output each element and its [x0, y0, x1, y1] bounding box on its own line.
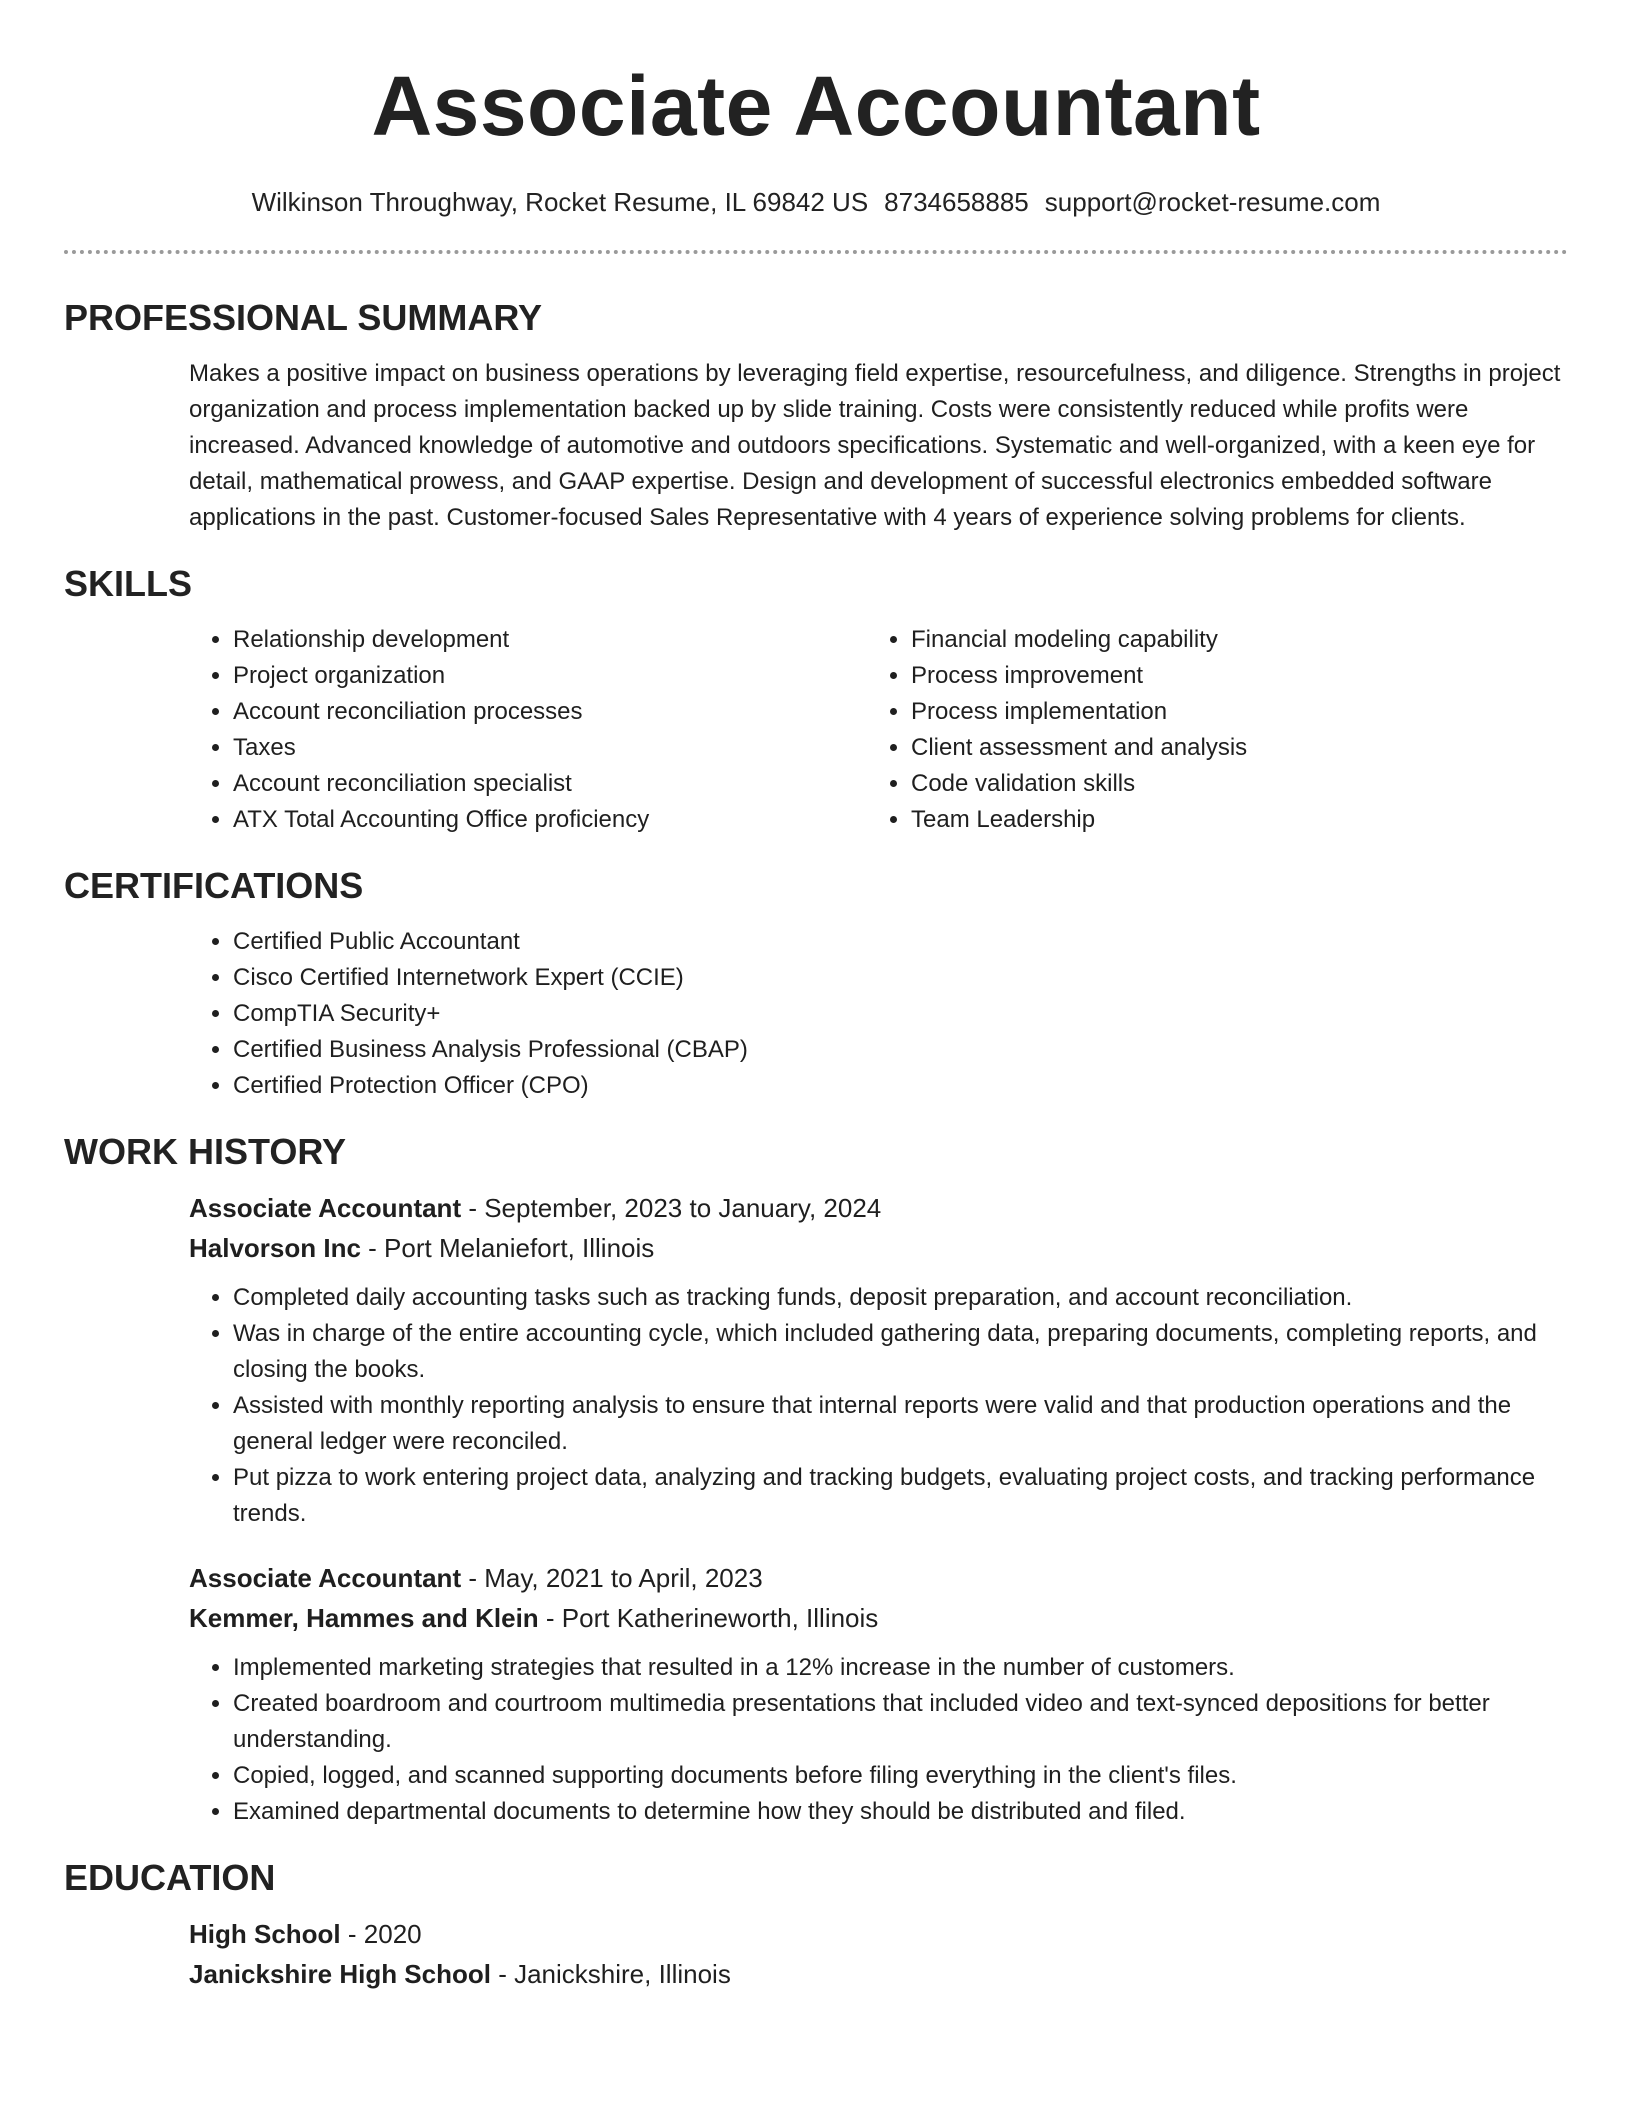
job-bullet: • Implemented marketing strategies that resulted in a 12% increase in the number of customers. [233, 1650, 1568, 1686]
skill-item: • Account reconciliation processes [233, 694, 867, 730]
skills-column-right [867, 622, 1545, 838]
education-location: - Janickshire, Illinois [490, 1959, 731, 1989]
skill-item: • Relationship development [233, 622, 867, 658]
skill-item: • ATX Total Accounting Office proficiency [233, 802, 867, 838]
certifications-section [189, 924, 1568, 1104]
summary-section [189, 356, 1568, 536]
certification-item: • Cisco Certified Internetwork Expert (CCIE) [233, 960, 1568, 996]
job-bullet: • Completed daily accounting tasks such as tracking funds, deposit preparation, and account reconciliation. [233, 1280, 1568, 1316]
skill-item: • Taxes [233, 730, 867, 766]
contact-email: support@rocket-resume.com [1044, 187, 1381, 217]
certifications-heading: CERTIFICATIONS [64, 865, 364, 906]
job-bullet: • Copied, logged, and scanned supporting documents before filing everything in the client's files. [233, 1758, 1568, 1794]
job-bullet: • Was in charge of the entire accounting cycle, which included gathering data, preparing documents, completing reports, and closing the books. [233, 1316, 1568, 1388]
job-company-line [189, 1598, 1568, 1638]
certification-item: • Certified Public Accountant [233, 924, 1568, 960]
education-school: Janickshire High School [189, 1959, 491, 1989]
job-company: Halvorson Inc [189, 1233, 361, 1263]
skill-item: • Process improvement [911, 658, 1545, 694]
skill-item: • Project organization [233, 658, 867, 694]
job-dates: - September, 2023 to January, 2024 [461, 1193, 882, 1223]
education-degree: High School [189, 1919, 341, 1949]
certification-item: • Certified Business Analysis Professional (CBAP) [233, 1032, 1568, 1068]
job-bullet: • Examined departmental documents to determine how they should be distributed and filed. [233, 1794, 1568, 1830]
contact-line [64, 184, 1568, 220]
summary-text: Makes a positive impact on business operations by leveraging field expertise, resourcefulness, and diligence. Strengths in project organization and process implementation backed up by slide training. Costs were consistently reduced while profits were increased. Advanced knowledge of automotive and outdoors specifications. Systematic and well-organized, with a keen eye for detail, mathematical prowess, and GAAP expertise. Design and development of successful electronics embedded software applications in the past. Customer-focused Sales Representative with 4 years of experience solving problems for clients. [189, 360, 1561, 531]
skills-section [189, 622, 1568, 838]
skill-item: • Team Leadership [911, 802, 1545, 838]
job-entry [189, 1558, 1568, 1830]
education-heading: EDUCATION [64, 1857, 276, 1898]
work-history-section [189, 1188, 1568, 1830]
certification-item: • CompTIA Security+ [233, 996, 1568, 1032]
skill-item: • Process implementation [911, 694, 1545, 730]
job-location: - Port Melaniefort, Illinois [360, 1233, 655, 1263]
job-dates: - May, 2021 to April, 2023 [461, 1563, 763, 1593]
skill-item: • Client assessment and analysis [911, 730, 1545, 766]
job-title-line [189, 1188, 1568, 1228]
job-location: - Port Katherineworth, Illinois [538, 1603, 879, 1633]
education-school-line [189, 1954, 1568, 1994]
education-year: - 2020 [340, 1919, 422, 1949]
skills-column-left [189, 622, 867, 838]
contact-phone: 8734658885 [884, 187, 1029, 217]
job-bullet: • Created boardroom and courtroom multimedia presentations that included video and text-synced depositions for better understanding. [233, 1686, 1568, 1758]
job-bullet: • Put pizza to work entering project data, analyzing and tracking budgets, evaluating project costs, and tracking performance trends. [233, 1460, 1568, 1532]
skill-item: • Account reconciliation specialist [233, 766, 867, 802]
job-title: Associate Accountant [189, 1563, 462, 1593]
resume-name: Associate Accountant [371, 59, 1261, 153]
job-entry [189, 1188, 1568, 1532]
education-section [189, 1914, 1568, 1994]
skills-heading: SKILLS [64, 563, 193, 604]
work-history-heading: WORK HISTORY [64, 1131, 347, 1172]
job-title: Associate Accountant [189, 1193, 462, 1223]
education-degree-line [189, 1914, 1568, 1954]
skill-item: • Financial modeling capability [911, 622, 1545, 658]
skill-item: • Code validation skills [911, 766, 1545, 802]
job-company: Kemmer, Hammes and Klein [189, 1603, 539, 1633]
contact-address: Wilkinson Throughway, Rocket Resume, IL 69842 US [251, 187, 869, 217]
summary-heading: PROFESSIONAL SUMMARY [64, 297, 543, 338]
job-bullet: • Assisted with monthly reporting analysis to ensure that internal reports were valid and that production operations and the general ledger were reconciled. [233, 1388, 1568, 1460]
job-title-line [189, 1558, 1568, 1598]
header-divider [64, 250, 1568, 254]
certification-item: • Certified Protection Officer (CPO) [233, 1068, 1568, 1104]
job-company-line [189, 1228, 1568, 1268]
